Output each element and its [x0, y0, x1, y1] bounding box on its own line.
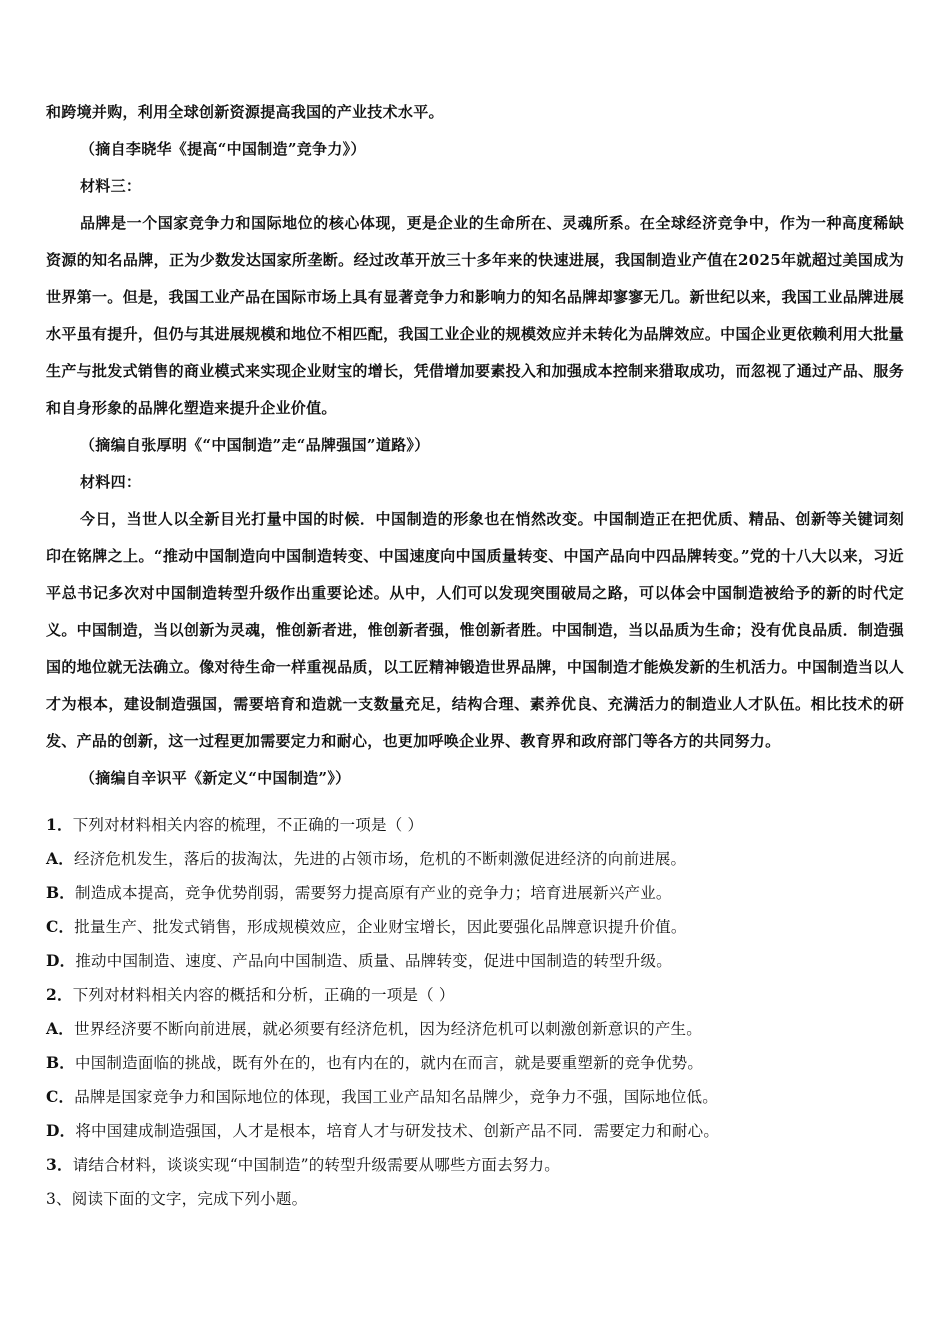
material-4-body: 今日，当世人以全新目光打量中国的时候．中国制造的形象也在悄然改变。中国制造正在把优质、精品、创新等关键词刻印在铭牌之上。“推动中国制造向中国制造转变、中国速度向中国质量转变、中国产品向中四品牌转变。”党的十八大以来，习近平总书记多次对中国制造转型升级作出重要论述。从中，人们可以发现突围破局之路，可以体会中国制造被给予的新的时代定义。中国制造，当以创新为灵魂，惟创新者进，惟创新者强，惟创新者胜。中国制造，当以品质为生命；没有优良品质．制造强国的地位就无法确立。像对待生命一样重视品质，以工匠精神锻造世界品牌，中国制造才能焕发新的生机活力。中国制造当以人才为根本，建设制造强国，需要培育和造就一支数量充足，结构合理、素养优良、充满活力的制造业人才队伍。相比技术的研发、产品的创新，这一过程更加需要定力和耐心，也更加呼唤企业界、教育界和政府部门等各方的共同努力。 [46, 510, 904, 750]
option-text: 将中国建成制造强国，人才是根本，培育人才与研发技术、创新产品不同．需要定力和耐心。 [75, 1122, 720, 1140]
option-label: D． [46, 951, 76, 970]
option-label: C． [46, 1087, 75, 1106]
source-material-4: （摘编自辛识平《新定义“中国制造”》） [80, 769, 351, 787]
option-a [46, 842, 916, 876]
question-stem: 下列对材料相关内容的梳理，不正确的一项是（ ） [72, 816, 424, 834]
option-label: C． [46, 917, 75, 936]
option-label: D． [46, 1121, 76, 1140]
option-text: 批量生产、批发式销售，形成规模效应，企业财宝增长，因此要强化品牌意识提升价值。 [74, 918, 687, 936]
question-number: 2． [46, 985, 73, 1004]
question-1 [46, 808, 916, 842]
option-c [46, 910, 916, 944]
option-label: B． [46, 1053, 76, 1072]
option-text: 中国制造面临的挑战，既有外在的，也有内在的，就内在而言，就是要重塑新的竞争优势。 [75, 1054, 704, 1072]
option-label: A． [46, 1019, 74, 1038]
material-3-title: 材料三： [80, 177, 142, 195]
reading-passage [46, 94, 904, 797]
option-c [46, 1080, 916, 1114]
option-text: 世界经济要不断向前进展，就必须要有经济危机，因为经济危机可以刺激创新意识的产生。 [73, 1020, 702, 1038]
option-b [46, 876, 916, 910]
option-a [46, 1012, 916, 1046]
option-d [46, 944, 916, 978]
option-d [46, 1114, 916, 1148]
question-number: 1． [46, 815, 73, 834]
source-material-3: （摘编自张厚明《“中国制造”走“品牌强国”道路》） [80, 436, 430, 454]
option-label: B． [46, 883, 76, 902]
question-3 [46, 1148, 916, 1182]
question-stem: 请结合材料，谈谈实现“中国制造”的转型升级需要从哪些方面去努力。 [72, 1156, 560, 1174]
option-text: 制造成本提高，竞争优势削弱，需要努力提高原有产业的竞争力；培育进展新兴产业。 [75, 884, 672, 902]
material-4-title: 材料四： [80, 473, 142, 491]
option-text: 推动中国制造、速度、产品向中国制造、质量、品牌转变，促进中国制造的转型升级。 [75, 952, 672, 970]
option-text: 经济危机发生，落后的拔淘汰，先进的占领市场，危机的不断刺激促进经济的向前进展。 [73, 850, 687, 868]
option-text: 品牌是国家竞争力和国际地位的体现，我国工业产品知名品牌少，竞争力不强，国际地位低。 [74, 1088, 718, 1106]
question-2 [46, 978, 916, 1012]
option-b [46, 1046, 916, 1080]
option-label: A． [46, 849, 74, 868]
source-material-2: （摘自李晓华《提高“中国制造”竞争力》） [80, 140, 366, 158]
next-section-heading: 3、阅读下面的文字，完成下列小题。 [46, 1190, 308, 1208]
question-stem: 下列对材料相关内容的概括和分析，正确的一项是（ ） [72, 986, 455, 1004]
material-3-body: 品牌是一个国家竞争力和国际地位的核心体现，更是企业的生命所在、灵魂所系。在全球经济竞争中，作为一种高度稀缺资源的知名品牌，正为少数发达国家所垄断。经过改革开放三十多年来的快速进展，我国制造业产值在2025年就超过美国成为世界第一。但是，我国工业产品在国际市场上具有显著竞争力和影响力的知名品牌却寥寥无几。新世纪以来，我国工业品牌进展水平虽有提升，但仍与其进展规模和地位不相匹配，我国工业企业的规模效应并未转化为品牌效应。中国企业更依赖利用大批量生产与批发式销售的商业模式来实现企业财宝的增长，凭借增加要素投入和加强成本控制来猎取成功，而忽视了通过产品、服务和自身形象的品牌化塑造来提升企业价值。 [46, 214, 904, 417]
passage-continuation: 和跨境并购，利用全球创新资源提高我国的产业技术水平。 [46, 103, 444, 121]
question-list [46, 808, 916, 1216]
question-number: 3． [46, 1155, 73, 1174]
